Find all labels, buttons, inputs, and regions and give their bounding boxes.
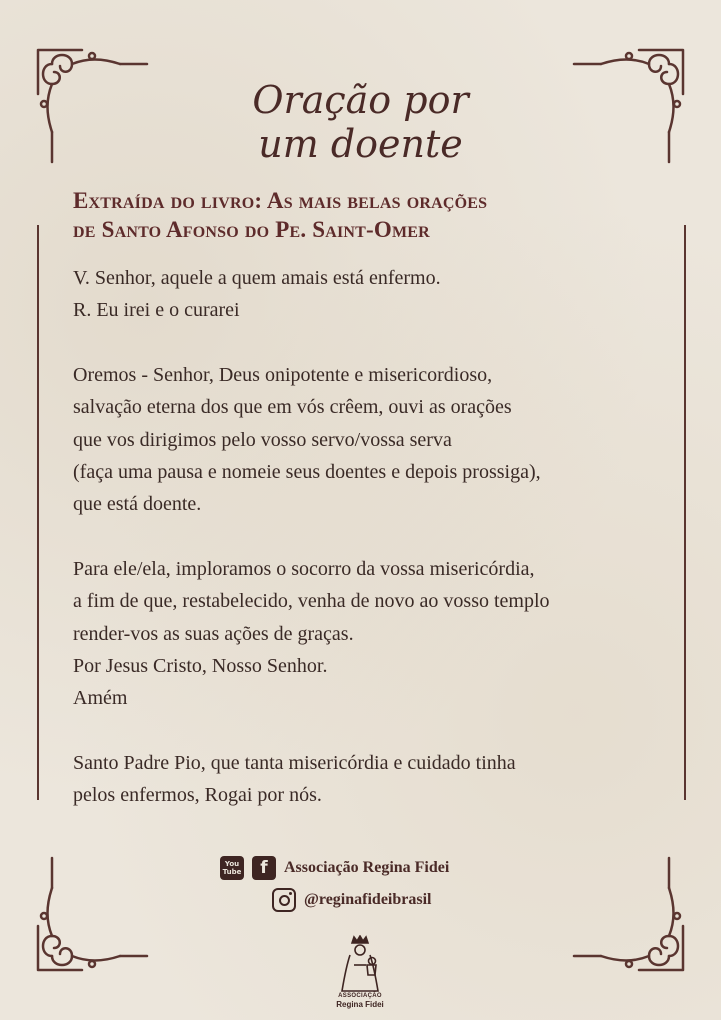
- association-name: Associação Regina Fidei: [284, 859, 450, 876]
- prayer-line: que vos dirigimos pelo vosso servo/vossa serva: [73, 428, 452, 451]
- instagram-handle: @reginafideibrasil: [304, 891, 432, 908]
- prayer-text: [73, 262, 673, 812]
- subtitle-line-2: de Santo Afonso do Pe. Saint-Omer: [73, 217, 430, 242]
- prayer-line: salvação eterna dos que em vós crêem, ouvi as orações: [73, 396, 512, 419]
- title-line-1: Oração por: [252, 78, 469, 122]
- border-line-left: [37, 225, 39, 800]
- source-subtitle: [73, 186, 673, 244]
- invocation-line: Santo Padre Pio, que tanta misericórdia e cuidado tinha: [73, 751, 516, 774]
- prayer-line: a fim de que, restabelecido, venha de novo ao vosso templo: [73, 590, 550, 613]
- youtube-icon[interactable]: You Tube: [220, 856, 244, 880]
- prayer-line: Por Jesus Cristo, Nosso Senhor.: [73, 655, 328, 678]
- title-line-2: um doente: [258, 122, 463, 166]
- instagram-row: [272, 888, 431, 912]
- corner-ornament-bottom-right: [569, 856, 689, 976]
- subtitle-line-1: Extraída do livro: As mais belas orações: [73, 188, 488, 213]
- page-title: [0, 78, 721, 166]
- association-row: [220, 856, 449, 880]
- prayer-line: Oremos - Senhor, Deus onipotente e misericordioso,: [73, 363, 493, 386]
- prayer-line: Para ele/ela, imploramos o socorro da vossa misericórdia,: [73, 557, 535, 580]
- prayer-line: render-vos as suas ações de graças.: [73, 622, 354, 645]
- corner-ornament-bottom-left: [32, 856, 152, 976]
- amen-line: Amém: [73, 687, 128, 710]
- response-line: R. Eu irei e o curarei: [73, 299, 240, 322]
- logo-line-1: ASSOCIAÇÃO: [338, 993, 382, 999]
- madonna-crown-icon: [320, 935, 400, 993]
- association-logo: [320, 935, 400, 1013]
- instagram-icon[interactable]: [272, 888, 296, 912]
- border-line-right: [684, 225, 686, 800]
- prayer-line: que está doente.: [73, 493, 202, 516]
- prayer-line: (faça uma pausa e nomeie seus doentes e depois prossiga),: [73, 461, 541, 484]
- invocation-line: pelos enfermos, Rogai por nós.: [73, 784, 322, 807]
- facebook-icon[interactable]: f: [252, 856, 276, 880]
- versicle-line: V. Senhor, aquele a quem amais está enfermo.: [73, 267, 441, 289]
- logo-line-2: Regina Fidei: [336, 1000, 384, 1009]
